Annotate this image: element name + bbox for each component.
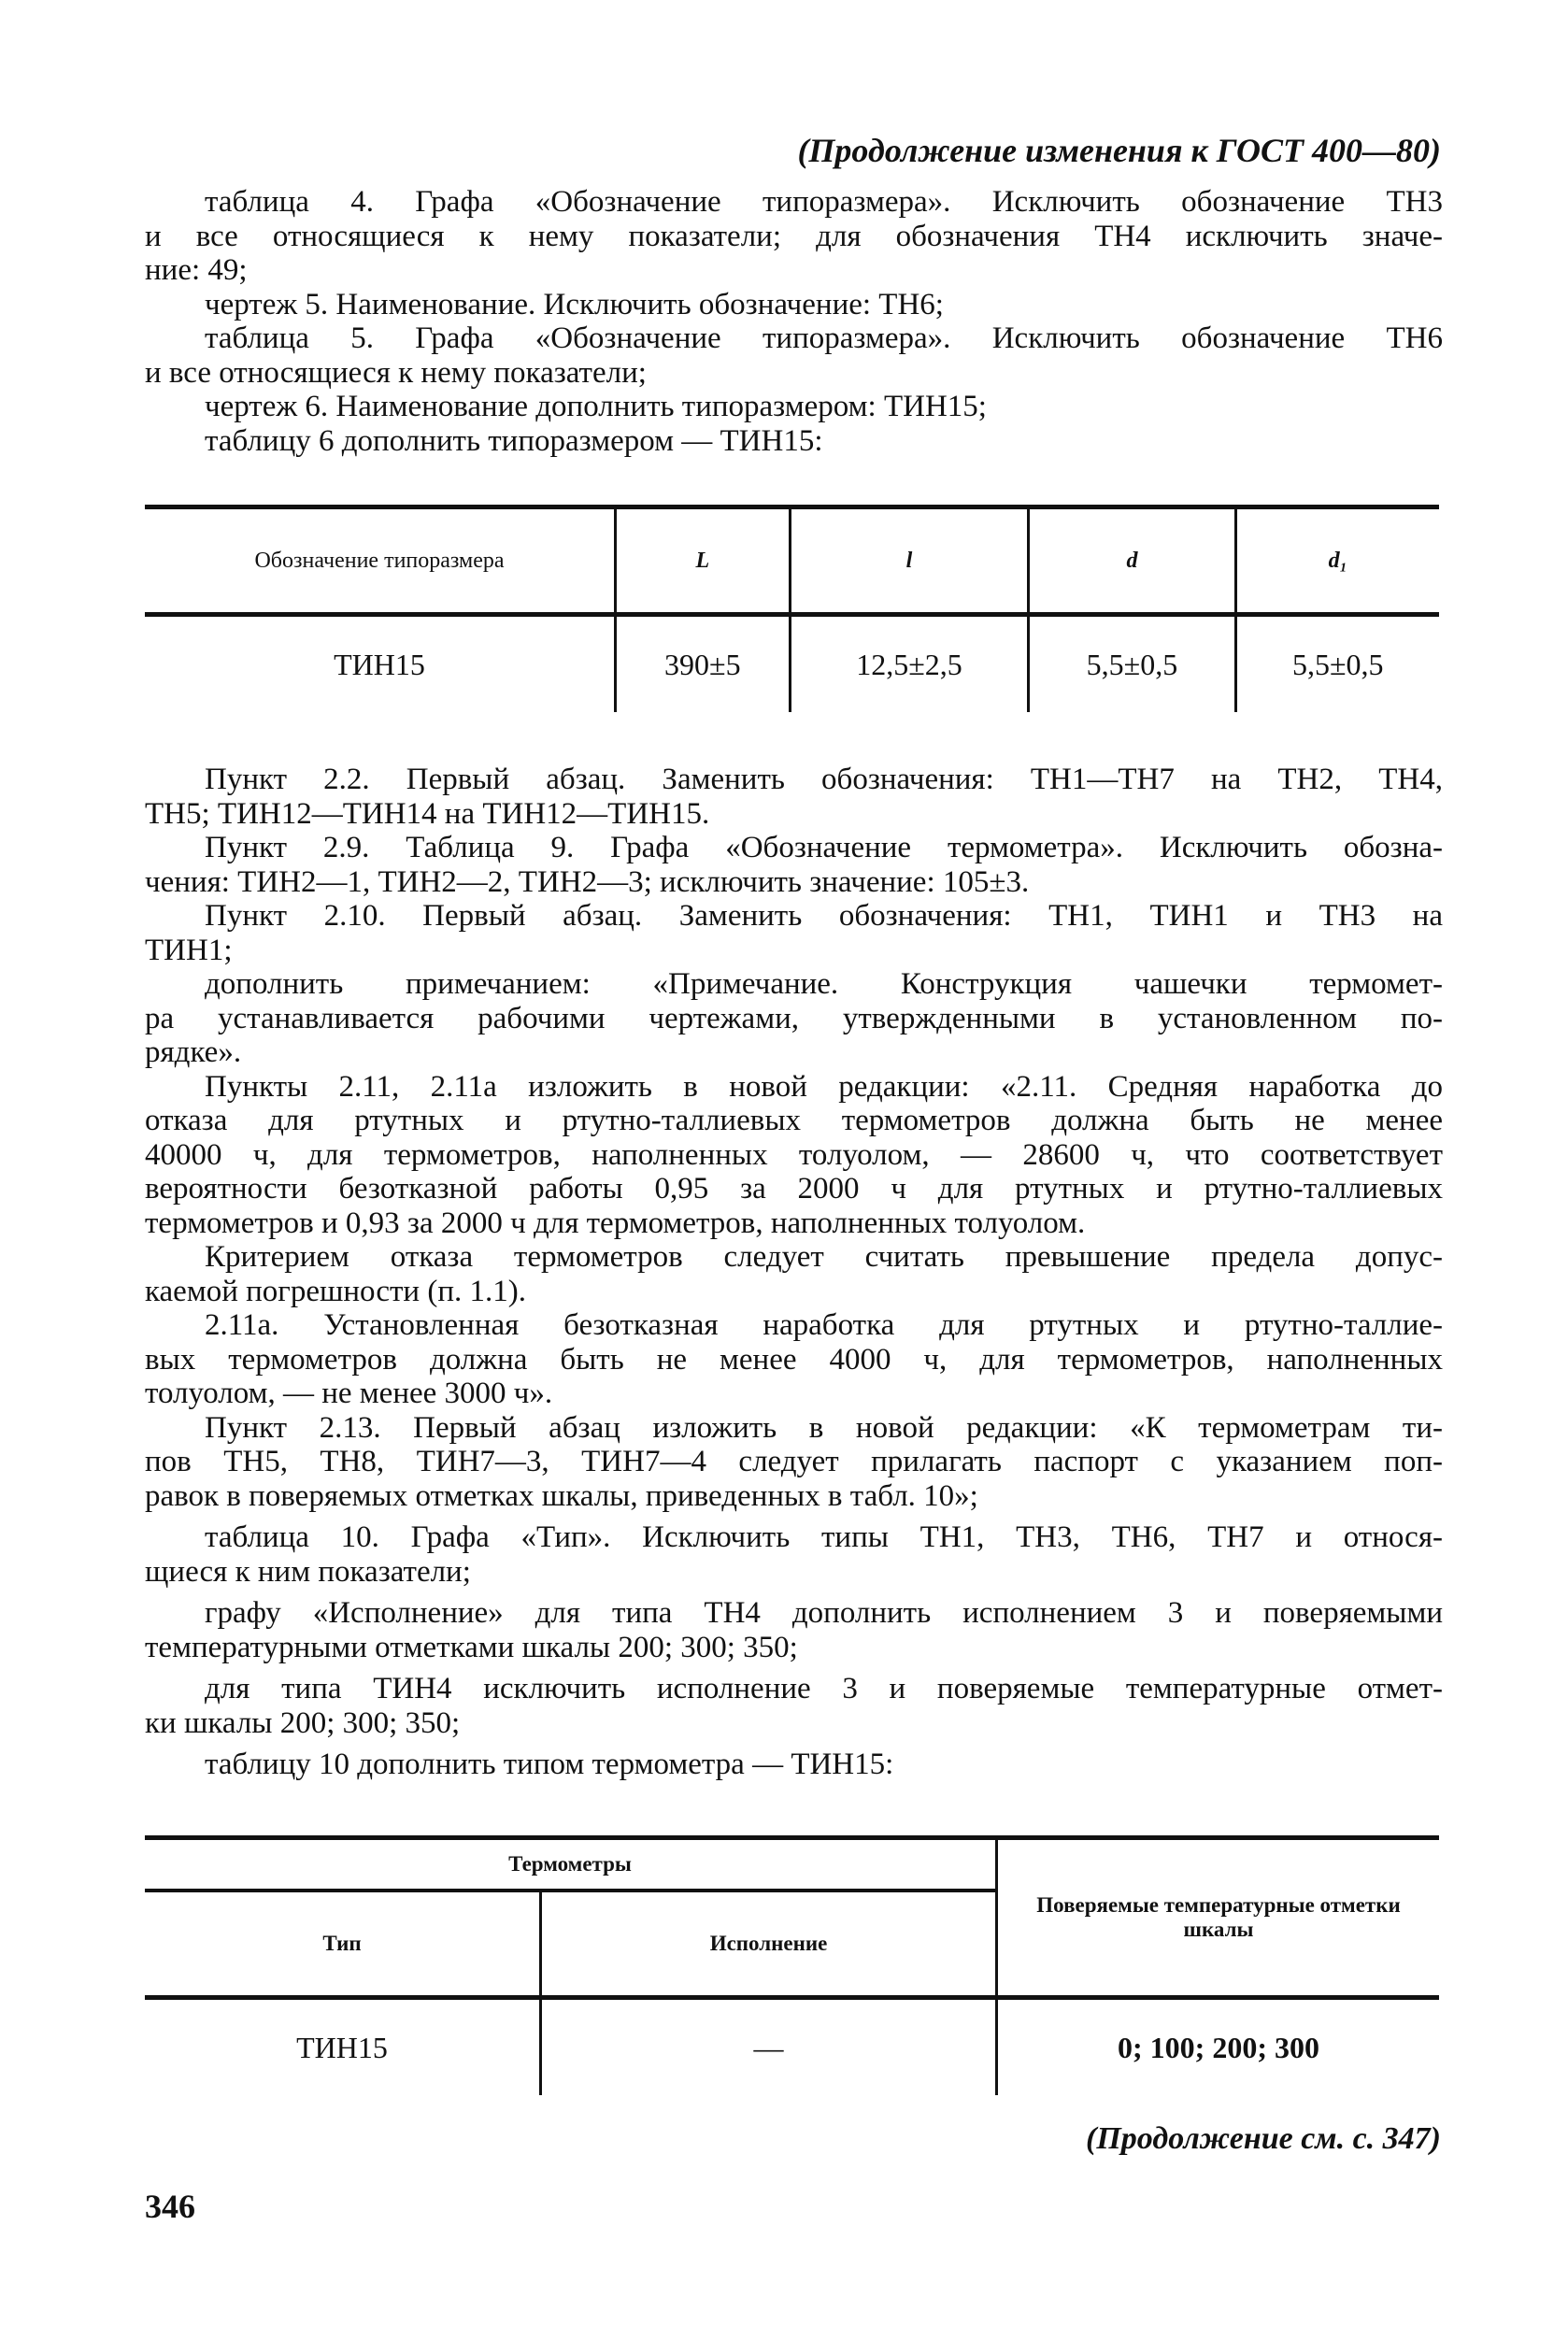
text-line: Критерием отказа термометров следует считать превышение предела допус- (205, 1240, 1443, 1274)
text-line: толуолом, — не менее 3000 ч». (145, 1377, 553, 1410)
header-d1: d₁ (1235, 507, 1439, 615)
paragraph (145, 1520, 1443, 1589)
text-line: таблица 5. Графа «Обозначение типоразмера». Исключить обозначение ТН6 (205, 321, 1443, 355)
cell-execution: — (541, 1998, 997, 2096)
text-line: чения: ТИН2—1, ТИН2—2, ТИН2—3; исключить значение: 105±3. (145, 864, 1030, 899)
paragraph (145, 1308, 1443, 1411)
text-line: температурными отметками шкалы 200; 300; 350; (145, 1630, 798, 1664)
header-marks: Поверяемые температурные отметки шкалы (997, 1838, 1440, 1998)
cell-marks: 0; 100; 200; 300 (997, 1998, 1440, 2096)
text-line: и все относящиеся к нему показатели; для обозначения ТН4 исключить значе- (145, 219, 1443, 253)
text-line: Пункт 2.2. Первый абзац. Заменить обозначения: ТН1—ТН7 на ТН2, ТН4, (205, 763, 1443, 796)
text-line: Пункт 2.13. Первый абзац изложить в новой редакции: «К термометрам ти- (205, 1410, 1443, 1445)
text-line: таблицу 10 дополнить типом термометра — ТИН15: (205, 1748, 894, 1781)
header-d: d (1029, 507, 1235, 615)
paragraph (145, 831, 1443, 899)
header-execution: Исполнение (541, 1891, 997, 1998)
paragraph (145, 321, 1443, 390)
text-line: дополнить примечанием: «Примечание. Конструкция чашечки термомет- (205, 967, 1443, 1001)
paragraph (145, 763, 1443, 831)
text-line: таблицу 6 дополнить типоразмером — ТИН15: (205, 423, 823, 458)
cell-d1: 5,5±0,5 (1235, 615, 1439, 713)
running-header: (Продолжение изменения к ГОСТ 400—80) (797, 132, 1441, 169)
cell-d: 5,5±0,5 (1029, 615, 1235, 713)
text-line: 2.11а. Установленная безотказная наработка для ртутных и ртутно-таллие- (205, 1308, 1443, 1342)
text-line: отказа для ртутных и ртутно-таллиевых термометров должна быть не менее (145, 1104, 1443, 1137)
paragraph (145, 1596, 1443, 1664)
text-line: Пункт 2.9. Таблица 9. Графа «Обозначение термометра». Исключить обозна- (205, 831, 1443, 864)
text-line: и все относящиеся к нему показатели; (145, 355, 647, 390)
header-L: L (616, 507, 791, 615)
paragraph (145, 185, 1443, 288)
table-header-row (145, 507, 1439, 615)
header-l: l (790, 507, 1029, 615)
body-text (145, 763, 1443, 1782)
text-line: графу «Исполнение» для типа ТН4 дополнить исполнением 3 и поверяемыми (205, 1596, 1443, 1630)
paragraph (145, 1748, 1443, 1782)
paragraph (145, 1672, 1443, 1740)
continuation-note: (Продолжение см. с. 347) (1086, 2121, 1441, 2156)
paragraph (145, 967, 1443, 1070)
text-line: пов ТН5, ТН8, ТИН7—3, ТИН7—4 следует прилагать паспорт с указанием поп- (145, 1445, 1443, 1478)
text-line: таблица 10. Графа «Тип». Исключить типы ТН1, ТН3, ТН6, ТН7 и относя- (205, 1520, 1443, 1554)
text-line: ТН5; ТИН12—ТИН14 на ТИН12—ТИН15. (145, 796, 710, 831)
header-type: Тип (145, 1891, 541, 1998)
paragraph (145, 1240, 1443, 1308)
paragraph (145, 424, 1443, 459)
cell-designation: ТИН15 (334, 647, 425, 681)
cell-type: ТИН15 (296, 2030, 388, 2064)
paragraph (145, 1070, 1443, 1241)
text-line: вых термометров должна быть не менее 4000 ч, для термометров, наполненных (145, 1342, 1443, 1377)
text-line: вероятности безотказной работы 0,95 за 2000 ч для ртутных и ртутно-таллиевых (145, 1172, 1443, 1206)
text-line: рядке». (145, 1035, 242, 1069)
text-line: щиеся к ним показатели; (145, 1554, 471, 1589)
paragraph (145, 390, 1443, 424)
text-line: равок в поверяемых отметках шкалы, приведенных в табл. 10»; (145, 1478, 978, 1513)
page-number: 346 (145, 2188, 195, 2225)
table-6-addition (145, 505, 1439, 712)
text-line: ТИН1; (145, 933, 233, 967)
table-10-addition (145, 1835, 1439, 2095)
cell-L: 390±5 (616, 615, 791, 713)
text-line: чертеж 5. Наименование. Исключить обозначение: ТН6; (205, 287, 944, 321)
intro-text (145, 185, 1443, 458)
header-designation: Обозначение типоразмера (145, 507, 616, 615)
table-row (145, 1998, 1439, 2096)
text-line: ние: 49; (145, 253, 248, 287)
text-line: термометров и 0,93 за 2000 ч для термометров, наполненных толуолом. (145, 1206, 1086, 1240)
text-line: 40000 ч, для термометров, наполненных толуолом, — 28600 ч, что соответствует (145, 1137, 1443, 1172)
paragraph (145, 288, 1443, 322)
text-line: ки шкалы 200; 300; 350; (145, 1705, 461, 1740)
text-line: чертеж 6. Наименование дополнить типоразмером: ТИН15; (205, 390, 987, 423)
cell-l: 12,5±2,5 (790, 615, 1029, 713)
header-thermometers: Термометры (145, 1838, 997, 1891)
text-line: Пункт 2.10. Первый абзац. Заменить обозначения: ТН1, ТИН1 и ТН3 на (205, 899, 1443, 933)
paragraph (145, 899, 1443, 967)
text-line: таблица 4. Графа «Обозначение типоразмера». Исключить обозначение ТН3 (205, 185, 1443, 219)
text-line: каемой погрешности (п. 1.1). (145, 1274, 526, 1308)
paragraph (145, 1411, 1443, 1514)
text-line: Пункты 2.11, 2.11а изложить в новой редакции: «2.11. Средняя наработка до (205, 1069, 1443, 1104)
text-line: ра устанавливается рабочими чертежами, утвержденными в установленном по- (145, 1001, 1443, 1035)
text-line: для типа ТИН4 исключить исполнение 3 и поверяемые температурные отмет- (205, 1672, 1443, 1705)
table-row (145, 615, 1439, 713)
